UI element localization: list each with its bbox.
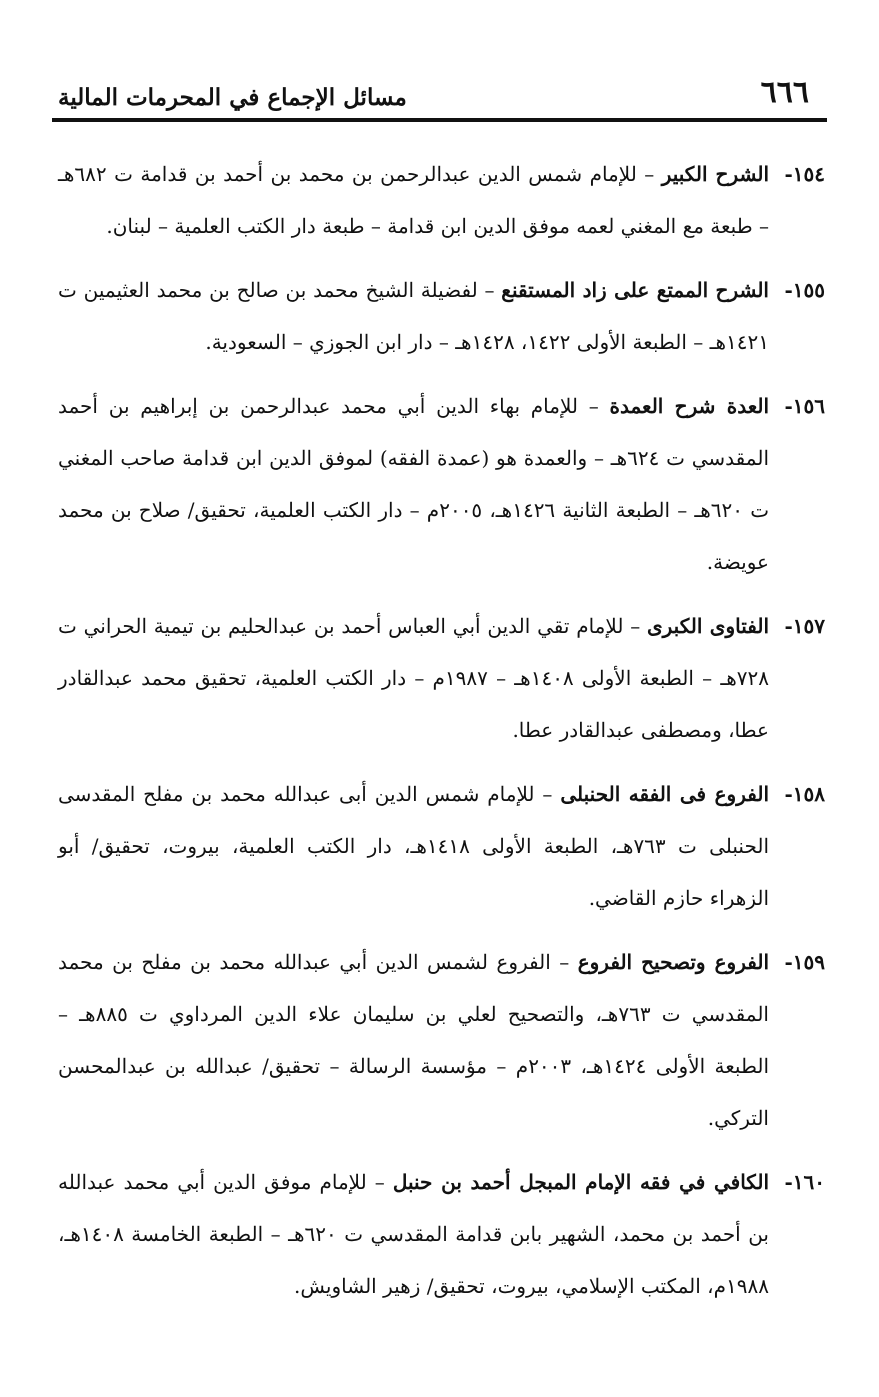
entry-title: الشرح الممتع على زاد المستقنع [501,278,769,302]
entry-title: الفروع فى الفقه الحنبلى [560,782,769,806]
entry-text: – للإمام تقي الدين أبي العباس أحمد بن عبدالحليم بن تيمية الحراني ت ٧٢٨هـ – الطبعة الأولى ١٤٠٨هـ – ١٩٨٧م – دار الكتب العلمية، تحقيق محمد عبدالقادر عطا، ومصطفى عبدالقادر عطا. [58,614,769,742]
page-header [52,76,827,116]
bibliography-entry [58,264,825,368]
bibliography-entry [58,1156,825,1312]
entry-number: ١٥٩- [784,950,825,974]
bibliography-entry [58,600,825,756]
bibliography-entry [58,380,825,588]
entry-text: – للإمام موفق الدين أبي محمد عبدالله بن أحمد بن محمد، الشهير بابن قدامة المقدسي ت ٦٢٠هـ – الطبعة الخامسة ١٤٠٨هـ، ١٩٨٨م، المكتب الإسلامي، بيروت، تحقيق/ زهير الشاويش. [58,1170,769,1298]
entry-text: – الفروع لشمس الدين أبي عبدالله محمد بن مفلح بن محمد المقدسي ت ٧٦٣هـ، والتصحيح لعلي بن سليمان علاء الدين المرداوي ت ٨٨٥هـ – الطبعة الأولى ١٤٢٤هـ، ٢٠٠٣م – مؤسسة الرسالة – تحقيق/ عبدالله بن عبدالمحسن التركي. [58,950,770,1130]
entry-number: ١٥٦- [784,394,825,418]
entry-number: ١٦٠- [784,1170,825,1194]
entry-title: العدة شرح العمدة [609,394,769,418]
entry-text: – لفضيلة الشيخ محمد بن صالح بن محمد العثيمين ت ١٤٢١هـ – الطبعة الأولى ١٤٢٢، ١٤٢٨هـ – دار ابن الجوزي – السعودية. [58,278,769,354]
entry-number: ١٥٤- [784,162,825,186]
entry-title: الفتاوى الكبرى [646,614,769,638]
entry-text: – للإمام شمس الدين أبى عبدالله محمد بن مفلح المقدسى الحنبلى ت ٧٦٣هـ، الطبعة الأولى ١٤١٨هـ، دار الكتب العلمية، بيروت، تحقيق/ أبو الزهراء حازم القاضي. [58,782,770,910]
entry-text: – للإمام شمس الدين عبدالرحمن بن محمد بن أحمد بن قدامة ت ٦٨٢هـ – طبعة مع المغني لعمه موفق الدين ابن قدامة – طبعة دار الكتب العلمية – لبنان. [58,162,769,238]
bibliography-entry [58,936,825,1144]
bibliography-list [58,148,825,1324]
page-number: ٦٦٦ [760,75,809,110]
header-rule [52,118,827,122]
entry-title: الفروع وتصحيح الفروع [577,950,770,974]
bibliography-entry [58,148,825,252]
entry-number: ١٥٨- [784,782,825,806]
entry-title: الكافي في فقه الإمام المبجل أحمد بن حنبل [392,1170,769,1194]
entry-title: الشرح الكبير [661,162,769,186]
entry-number: ١٥٥- [784,278,825,302]
entry-number: ١٥٧- [784,614,825,638]
running-title: مسائل الإجماع في المحرمات المالية [58,84,407,111]
bibliography-entry [58,768,825,924]
entry-text: – للإمام بهاء الدين أبي محمد عبدالرحمن بن إبراهيم بن أحمد المقدسي ت ٦٢٤هـ – والعمدة هو (عمدة الفقه) لموفق الدين ابن قدامة صاحب المغني ت ٦٢٠هـ – الطبعة الثانية ١٤٢٦هـ، ٢٠٠٥م – دار الكتب العلمية، تحقيق/ صلاح بن محمد عويضة. [58,394,770,574]
